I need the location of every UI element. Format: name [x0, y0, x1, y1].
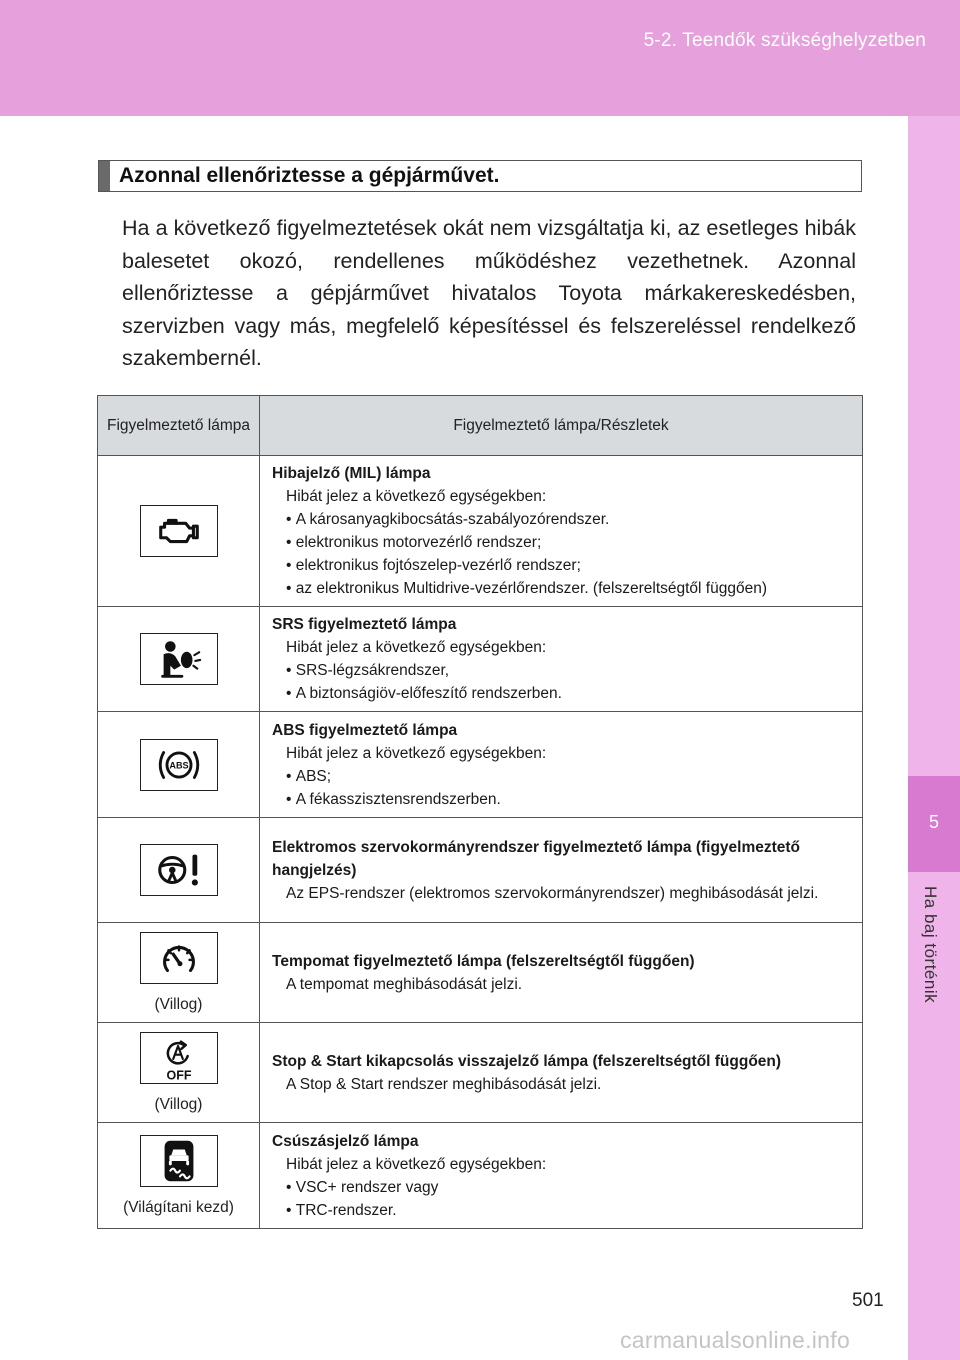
section-label: 5-2. Teendők szükséghelyzetben	[643, 30, 926, 51]
list-item: • A biztonságiöv-előfeszítő rendszerben.	[272, 682, 854, 705]
table-row	[98, 1023, 863, 1123]
lamp-cell	[98, 923, 260, 1023]
lamp-cell	[98, 1023, 260, 1123]
chapter-title: Ha baj történik	[921, 886, 940, 1004]
list-item: • az elektronikus Multidrive-vezérlőrendszer. (felszereltségtől függően)	[272, 577, 854, 600]
lamp-title: ABS figyelmeztető lámpa	[272, 721, 458, 739]
table-row	[98, 818, 863, 923]
lamp-description: Hibát jelez a következő egységekben:	[286, 639, 547, 656]
lamp-cell	[98, 1123, 260, 1229]
lamp-description: A tempomat meghibásodását jelzi.	[286, 975, 523, 993]
list-item: • elektronikus fojtószelep-vezérlő rendszer;	[272, 554, 854, 577]
chapter-number: 5	[928, 812, 939, 832]
off-icon-label: OFF	[166, 1068, 191, 1083]
list-item: • TRC-rendszer.	[272, 1199, 854, 1222]
table-row	[98, 607, 863, 712]
header-lamp: Figyelmeztető lámpa	[98, 396, 260, 456]
detail-cell	[260, 712, 863, 818]
slip-indicator-icon	[140, 1135, 218, 1187]
lamp-title: Hibajelző (MIL) lámpa	[272, 465, 431, 482]
list-item: • ABS;	[272, 765, 854, 788]
lamp-title: SRS figyelmeztető lámpa	[272, 616, 457, 633]
lamp-title: Csúszásjelző lámpa	[272, 1132, 419, 1150]
page-number: 501	[852, 1290, 884, 1311]
list-item: • SRS-légzsákrendszer,	[272, 659, 854, 682]
lamp-title: Tempomat figyelmeztető lámpa (felszereltségtől függően)	[272, 952, 695, 970]
stop-start-off-icon	[140, 1032, 218, 1084]
abs-icon-label: ABS	[168, 759, 189, 770]
table-row	[98, 456, 863, 607]
detail-cell	[260, 456, 863, 607]
detail-cell	[260, 923, 863, 1023]
list-item: • A károsanyagkibocsátás-szabályozórendszer.	[272, 508, 854, 531]
lamp-description: A Stop & Start rendszer meghibásodását jelzi.	[286, 1075, 602, 1093]
lamp-cell	[98, 712, 260, 818]
detail-cell	[260, 1023, 863, 1123]
detail-cell	[260, 1123, 863, 1229]
list-item: • VSC+ rendszer vagy	[272, 1176, 854, 1199]
header-details: Figyelmeztető lámpa/Részletek	[260, 396, 863, 456]
table-row	[98, 712, 863, 818]
intro-paragraph: Ha a következő figyelmeztetések okát nem vizsgáltatja ki, az esetleges hibák balesetet okozó, rendellenes működéshez vezethetnek. Azonnal ellenőriztesse a gépjárművet hivatalos Toyota márkakereskedésben, szervizben vagy más, megfelelő képesítéssel és felszereléssel rendelkező szakembernél.	[122, 216, 856, 370]
header-band	[0, 0, 960, 116]
section-title: Azonnal ellenőriztesse a gépjárművet.	[119, 164, 500, 187]
lamp-description: Hibát jelez a következő egységekben:	[286, 1155, 547, 1173]
cruise-control-icon	[140, 932, 218, 984]
lamp-note: (Villog)	[154, 995, 203, 1013]
lamp-title: Stop & Start kikapcsolás visszajelző lámpa (felszereltségtől függően)	[272, 1052, 782, 1070]
lamp-description: Az EPS-rendszer (elektromos szervokormányrendszer) meghibásodását jelzi.	[286, 884, 819, 902]
warning-lamp-table	[97, 395, 863, 1229]
abs-icon	[140, 739, 218, 791]
title-accent	[99, 161, 110, 191]
list-item: • elektronikus motorvezérlő rendszer;	[272, 531, 854, 554]
table-header-row	[98, 396, 863, 456]
detail-cell	[260, 607, 863, 712]
lamp-cell	[98, 818, 260, 923]
lamp-title: Elektromos szervokormányrendszer figyelmeztető lámpa (figyelmeztető hangjelzés)	[272, 838, 801, 879]
table-row	[98, 923, 863, 1023]
lamp-description: Hibát jelez a következő egységekben:	[286, 744, 547, 762]
srs-airbag-icon	[140, 633, 218, 685]
lamp-cell	[98, 456, 260, 607]
lamp-description: Hibát jelez a következő egységekben:	[286, 488, 547, 505]
lamp-cell	[98, 607, 260, 712]
chapter-side-tab	[908, 116, 960, 1360]
table-row	[98, 1123, 863, 1229]
detail-cell	[260, 818, 863, 923]
power-steering-warning-icon	[140, 844, 218, 896]
watermark: carmanualsonline.info	[620, 1327, 851, 1353]
list-item: • A fékasszisztensrendszerben.	[272, 788, 854, 811]
engine-icon	[140, 505, 218, 557]
lamp-note: (Villog)	[154, 1095, 203, 1113]
section-title-bar	[98, 160, 862, 192]
lamp-note: (Világítani kezd)	[123, 1198, 234, 1216]
